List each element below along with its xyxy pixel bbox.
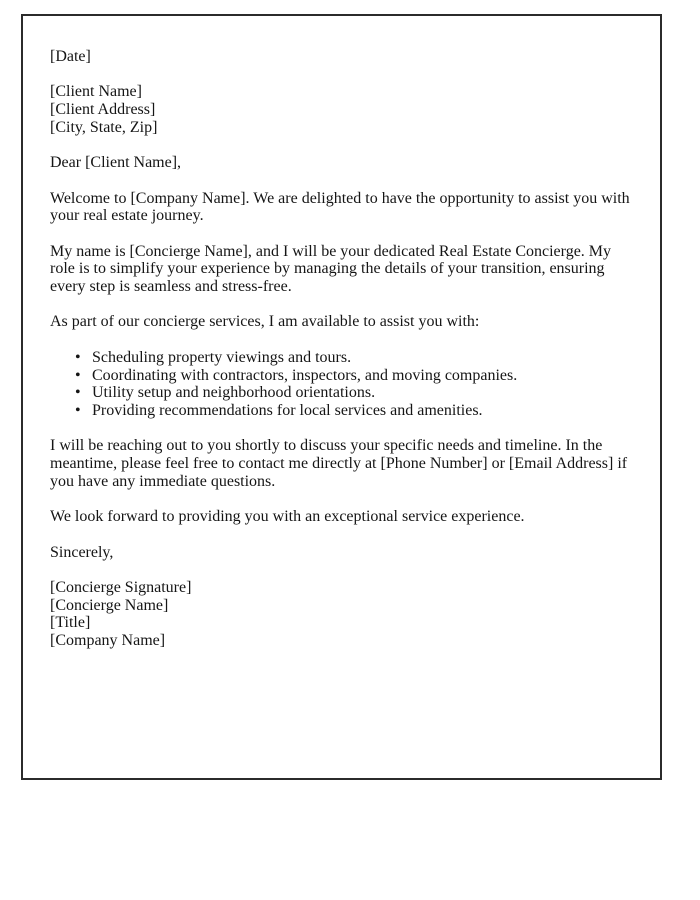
- paragraph-intro-line: role is to simplify your experience by managing the details of your transition, ensuring: [50, 260, 605, 278]
- salutation: Dear [Client Name],: [50, 154, 182, 172]
- date-placeholder: [Date]: [50, 48, 91, 65]
- paragraph-intro-line: every step is seamless and stress-free.: [50, 278, 292, 296]
- bullet-icon: •: [75, 348, 81, 366]
- bullet-icon: •: [75, 384, 81, 402]
- list-item: [50, 384, 633, 402]
- service-item-label: Scheduling property viewings and tours.: [92, 348, 352, 366]
- paragraph-contact: [50, 437, 633, 490]
- services-list: [50, 349, 633, 420]
- service-item-label: Coordinating with contractors, inspectors, and moving companies.: [92, 366, 518, 384]
- recipient-city-state-zip: [City, State, Zip]: [50, 118, 158, 136]
- paragraph-contact-line: you have any immediate questions.: [50, 472, 276, 490]
- paragraph-welcome-line: your real estate journey.: [50, 207, 204, 225]
- recipient-name: [Client Name]: [50, 83, 142, 101]
- service-item-label: Providing recommendations for local services and amenities.: [92, 401, 483, 419]
- bullet-icon: •: [75, 366, 81, 384]
- concierge-name-placeholder: [Concierge Name]: [50, 596, 169, 614]
- list-item: [50, 349, 633, 367]
- paragraph-welcome-line: Welcome to [Company Name]. We are delighted to have the opportunity to assist you with: [50, 189, 630, 207]
- paragraph-intro: [50, 243, 633, 296]
- recipient-address-block: [50, 83, 633, 136]
- service-item-label: Utility setup and neighborhood orientations.: [92, 384, 376, 402]
- paragraph-closing: We look forward to providing you with an exceptional service experience.: [50, 508, 525, 526]
- paragraph-contact-line: I will be reaching out to you shortly to discuss your specific needs and timeline. In the: [50, 437, 603, 455]
- signoff: Sincerely,: [50, 543, 114, 561]
- letter-page: [21, 14, 662, 780]
- list-item: [50, 402, 633, 420]
- paragraph-contact-line: meantime, please feel free to contact me directly at [Phone Number] or [Email Address] if: [50, 455, 628, 473]
- paragraph-services-intro: As part of our concierge services, I am available to assist you with:: [50, 313, 480, 331]
- signature-block: [50, 579, 633, 650]
- company-name-placeholder: [Company Name]: [50, 632, 166, 650]
- signature-placeholder: [Concierge Signature]: [50, 578, 192, 596]
- paragraph-intro-line: My name is [Concierge Name], and I will be your dedicated Real Estate Concierge. My: [50, 242, 612, 260]
- recipient-address: [Client Address]: [50, 101, 156, 119]
- title-placeholder: [Title]: [50, 614, 91, 632]
- paragraph-welcome: [50, 190, 633, 225]
- list-item: [50, 367, 633, 385]
- bullet-icon: •: [75, 401, 81, 419]
